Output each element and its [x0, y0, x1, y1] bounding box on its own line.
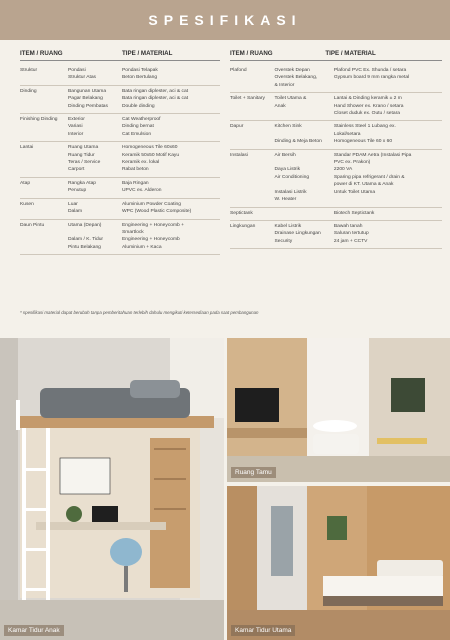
spec-item: Teras / Service [68, 160, 101, 166]
spec-material: Bata ringan diplester, aci & cat [122, 88, 189, 94]
spec-items [68, 116, 122, 138]
spec-category: Plafond [230, 68, 247, 73]
spec-table-header [230, 50, 442, 61]
spec-item: Air Conditioning [274, 174, 310, 180]
spec-material: Baja Ringan [122, 180, 149, 186]
spec-item: Exterior [68, 117, 85, 123]
spec-category: Lingkungan [230, 223, 256, 229]
spec-material: Keramik ex. lokal [122, 160, 160, 166]
spec-material: UPVC ex. Alderon [122, 188, 162, 194]
spec-materials [334, 223, 442, 245]
spec-item: Instalasi Listrik [274, 189, 307, 195]
spec-item [275, 159, 334, 166]
spec-material: PVC ex. Prakon) [333, 160, 371, 166]
photo-ruang-tamu [227, 338, 450, 482]
spec-item: Bangunan Utama [68, 88, 107, 94]
spec-items [275, 223, 334, 245]
photo-label-kamar-tidur-anak: Kamar Tidur Anak [4, 625, 64, 636]
spec-material [334, 82, 442, 89]
master-bedroom-illustration [227, 486, 450, 640]
footnote: * spesifikasi material dapat berubah tanpa pemberitahuan terlebih dahulu mengikuti ketersediaan pada saat pembangunan [20, 310, 259, 315]
spec-item: Struktur Atas [68, 75, 96, 81]
spec-category: Dapur [230, 124, 244, 130]
spec-items [68, 180, 122, 195]
spec-row [20, 142, 220, 178]
spec-item: Interior [68, 131, 84, 137]
spec-item: Drainase Lingkungan [274, 231, 321, 237]
spec-material: Untuk Toilet Utama [333, 189, 376, 195]
spec-material: Aluminium Powder Coating [122, 201, 181, 207]
spec-item: Security [274, 238, 293, 244]
spec-material: Lokal/setara [333, 131, 361, 137]
spec-row [20, 114, 220, 142]
spec-item: Pintu Belakang [68, 244, 101, 250]
spec-material: Pondasi Telapak [122, 68, 158, 73]
spec-materials [334, 95, 442, 117]
spec-item [275, 110, 334, 117]
header-item-ruang: ITEM / RUANG [230, 50, 273, 57]
spec-item: Luar [68, 201, 78, 207]
spec-item: Carport [68, 167, 85, 173]
header-tipe-material: TIPE / MATERIAL [122, 50, 173, 57]
spec-items [275, 95, 334, 117]
spec-item: Daya Listrik [274, 167, 301, 173]
spec-materials [334, 152, 442, 204]
spec-category: Daun Pintu [20, 222, 45, 228]
spec-item: Pagar Belakang [68, 96, 103, 102]
spec-material: WPC (Wood Plastic Composite) [122, 209, 192, 215]
spec-row [230, 65, 442, 93]
spec-material: Rabat beton [122, 167, 149, 173]
spec-materials [122, 88, 220, 110]
header-banner [0, 0, 450, 40]
spec-item: W. Heater [274, 197, 297, 203]
spec-material: Biotech Septictank [333, 210, 375, 216]
spec-row [230, 93, 442, 121]
spec-item: Overstek Belakang, [274, 75, 318, 81]
spec-material: Closet duduk ex. Outu / setara [333, 111, 400, 117]
spec-materials [334, 123, 442, 145]
spec-material: Cat Emulsion [122, 131, 152, 137]
spec-materials [334, 67, 442, 89]
spec-category: Kusen [20, 201, 34, 207]
spec-items [275, 67, 334, 89]
spec-rows [20, 65, 220, 255]
spec-materials [122, 180, 220, 195]
spec-item: & Interior [274, 82, 295, 88]
spec-materials [122, 144, 220, 174]
spec-item [275, 210, 334, 217]
spec-category: Atap [20, 180, 31, 186]
spec-items [68, 144, 122, 174]
spec-item: Kitchen Sink [274, 124, 302, 130]
spec-item: Dalam / K. Tidur [68, 237, 104, 243]
photo-label-kamar-tidur-utama: Kamar Tidur Utama [231, 625, 295, 636]
spec-material: Plafond PVC Ex. Shunda / setara [333, 68, 407, 73]
bedroom-illustration [0, 338, 224, 640]
spec-material: Sparing pipa refrigerant / drain & [333, 174, 405, 180]
spec-item: Kabel Listrik [274, 223, 302, 229]
spec-material [334, 196, 442, 203]
spec-row [20, 178, 220, 199]
spec-items [68, 201, 122, 216]
spec-category: Lantai [20, 145, 34, 151]
spec-item: Ruang Utama [68, 145, 99, 151]
spec-items [275, 210, 334, 217]
spec-row [230, 221, 442, 249]
spec-table-left [20, 50, 220, 255]
spec-material: Dinding bernat [122, 124, 154, 130]
spec-material: Keramik 50x50 Motif Kayu [122, 152, 180, 158]
spec-material: Beton Bertulang [122, 75, 158, 81]
header-tipe-material: TIPE / MATERIAL [325, 50, 376, 57]
spec-materials [122, 67, 220, 82]
spec-items [275, 123, 334, 145]
spec-row [230, 208, 442, 221]
photo-kamar-tidur-anak [0, 338, 224, 640]
spec-material: Lantai & Dinding keramik ± 2 m [333, 96, 402, 102]
spec-category: Finishing Dinding [20, 117, 58, 123]
spec-row [20, 86, 220, 114]
spec-material: Standar PDAM Aetra (Instalasi Pipa [333, 152, 412, 158]
spec-material: Aluminium + Kaca [122, 244, 162, 250]
spec-material: Homogeneous Tile 60 x 60 [333, 139, 393, 145]
spec-items [68, 88, 122, 110]
spec-item: Dinding & Meja Beton [274, 139, 322, 145]
spec-item: Dalam [68, 209, 83, 215]
spec-items [68, 67, 122, 82]
spec-item: Overstek Depan [274, 68, 310, 73]
spec-item [275, 181, 334, 188]
spec-material: Bata ringan diplester, aci & cat [122, 96, 189, 102]
spec-items [68, 222, 122, 252]
page-title: SPESIFIKASI [148, 12, 302, 28]
spec-material: Double dinding [122, 103, 155, 109]
spec-rows [230, 65, 442, 249]
spec-material: Bawah tanah [333, 223, 363, 229]
spec-category: Septictank [230, 210, 253, 216]
spec-item: Toilet Utama & [274, 96, 307, 102]
living-room-illustration [227, 338, 450, 482]
spec-item: Utama (Depan) [68, 222, 102, 228]
spec-row [20, 65, 220, 86]
spec-material: Engineering + Honeycomb + [122, 222, 184, 228]
spec-row [20, 220, 220, 256]
spec-item [275, 131, 334, 138]
spec-material: Cat Weatherproof [122, 117, 161, 123]
spec-item [68, 229, 122, 236]
spec-material: 2200 VA [333, 167, 353, 173]
spec-item: Variasi [68, 124, 83, 130]
spec-items [275, 152, 334, 204]
spec-materials [334, 210, 442, 217]
spec-material: Smartlock [122, 229, 144, 235]
spec-category: Instalasi [230, 152, 248, 158]
spec-materials [122, 116, 220, 138]
spec-row [230, 121, 442, 149]
photo-kamar-tidur-utama [227, 486, 450, 640]
spec-item: Air Bersih [274, 152, 296, 158]
spec-material: Stainless Steel 1 Lubang ex. [333, 124, 396, 130]
spec-materials [122, 222, 220, 252]
spec-category: Dinding [20, 88, 37, 94]
photo-label-ruang-tamu: Ruang Tamu [231, 467, 276, 478]
spec-item: Pondasi [68, 68, 86, 73]
spec-material: Gypsum board 9 mm rangka metal [333, 75, 410, 81]
spec-material: 24 jam + CCTV [333, 238, 368, 244]
spec-table-right [230, 50, 442, 249]
header-item-ruang: ITEM / RUANG [20, 50, 63, 57]
spec-row [230, 150, 442, 208]
spec-item: Anak [274, 103, 286, 109]
spec-row [20, 199, 220, 220]
spec-material: Saluran tertutup [333, 231, 369, 237]
spec-material: Homogeneous Tile 60x60 [122, 145, 178, 151]
spec-item: Dinding Pembatas [68, 103, 108, 109]
spec-material: power di KT. Utama & Anak [333, 182, 394, 188]
spec-table-header [20, 50, 220, 61]
spec-material: Engineering + Honeycomb [122, 237, 180, 243]
spec-category: Struktur [20, 68, 38, 73]
spec-materials [122, 201, 220, 216]
spec-material: Hand Shower ex. Krano / setara [333, 103, 404, 109]
spec-item: Penutup [68, 188, 87, 194]
spec-category: Toilet + Sanitary [230, 96, 265, 102]
spec-item: Rangka Atap [68, 180, 97, 186]
spec-item: Ruang Tidur [68, 152, 95, 158]
